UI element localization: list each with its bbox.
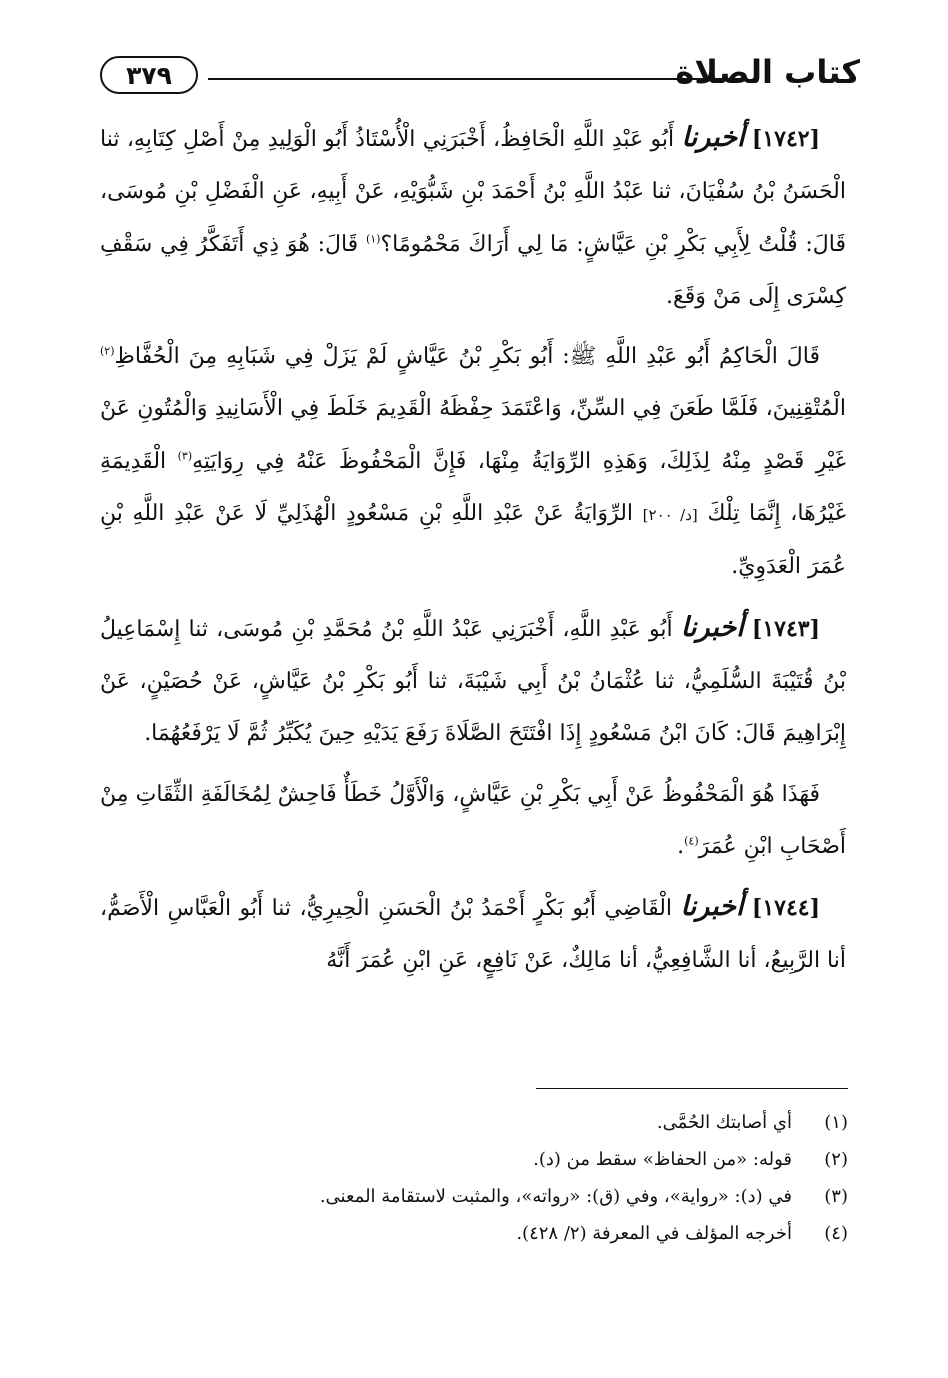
footnote-ref-1: (١) — [365, 232, 381, 246]
footnotes — [102, 1104, 848, 1252]
commentary-text: . — [677, 833, 685, 859]
hadith-text: الْقَاضِي أَبُو بَكْرٍ أَحْمَدُ بْنُ الْحَسَنِ الْحِيرِيُّ، ثنا أَبُو الْعَبَّاسِ الْأَصَمُّ، أنا الرَّبِيعُ، أنا الشَّافِعِيُّ، أنا مَالِكٌ، عَنْ نَافِعٍ، عَنِ ابْنِ عُمَرَ أَنَّهُ — [100, 896, 846, 974]
commentary-text: الْمُتْقِنِينَ، فَلَمَّا طَعَنَ فِي السِّنِّ، وَاعْتَمَدَ حِفْظَهُ الْقَدِيمَ خَلَطَ فِي الْأَسَانِيدِ وَالْمُتُونِ عَنْ غَيْرِ قَصْدٍ مِنْهُ لِذَلِكَ، وَهَذِهِ الرِّوَايَةُ مِنْهَا، فَإِنَّ الْمَحْفُوظَ عَنْهُ فِي رِوَايَتِهِ — [100, 396, 846, 474]
footnote-number: (٣) — [824, 1186, 848, 1207]
hadith-text: أَبُو عَبْدِ اللَّهِ الْحَافِظُ، أَخْبَرَنِي الْأُسْتَاذُ أَبُو الْوَلِيدِ مِنْ أَصْلِ كِتَابِهِ، ثنا الْحَسَنُ بْنُ سُفْيَانَ، ثنا عَبْدُ اللَّهِ بْنُ أَحْمَدَ بْنِ شَبُّوَيْهِ، عَنْ أَبِيهِ، عَنِ الْفَضْلِ بْنِ مُوسَى، قَالَ: قُلْتُ لِأَبِي بَكْرِ بْنِ عَيَّاشٍ: مَا لِي أَرَاكَ مَحْمُومًا؟ — [100, 127, 846, 257]
manuscript-ref: [د/ ٢٠٠] — [642, 506, 698, 525]
footnote-1 — [102, 1104, 848, 1141]
hadith-number: [١٧٤٤] — [751, 895, 821, 922]
footnote-ref-4: (٤) — [684, 834, 699, 848]
hadith-1743 — [100, 602, 846, 761]
akhbarana-label: أخبرنا — [681, 122, 745, 153]
footnote-ref-2: (٢) — [100, 344, 115, 358]
hadith-text: قَالَ: هُوَ ذِي أَتَفَكَّرُ فِي سَقْفِ كِسْرَى إِلَى مَنْ وَقَعَ. — [100, 231, 846, 309]
footnote-rule — [536, 1088, 848, 1089]
footnote-number: (١) — [824, 1112, 848, 1133]
footnote-text: قوله: «من الحفاظ» سقط من (د). — [533, 1149, 792, 1170]
hadith-1742 — [100, 112, 846, 323]
footnote-number: (٢) — [824, 1149, 848, 1170]
commentary-mahfuz — [100, 769, 846, 874]
commentary-text: فَهَذَا هُوَ الْمَحْفُوظُ عَنْ أَبِي بَكْرِ بْنِ عَيَّاشٍ، وَالْأَوَّلُ خَطَأٌ فَاحِشٌ لِمُخَالَفَةِ الثِّقَاتِ مِنْ أَصْحَابِ ابْنِ عُمَرَ — [100, 781, 846, 859]
commentary-text: قَالَ الْحَاكِمُ أَبُو عَبْدِ اللَّهِ ﷺ: أَبُو بَكْرِ بْنُ عَيَّاشٍ لَمْ يَزَلْ فِي شَبَابِهِ مِنَ الْحُفَّاظِ — [114, 344, 820, 370]
hadith-number: [١٧٤٢] — [751, 126, 821, 152]
footnote-ref-3: (٣) — [177, 449, 193, 463]
chapter-title: كتاب الصلاة — [675, 53, 860, 91]
hadith-text: أَبُو عَبْدِ اللَّهِ، أَخْبَرَنِي عَبْدُ اللَّهِ بْنُ مُحَمَّدِ بْنِ مُوسَى، ثنا إِسْمَاعِيلُ بْنُ قُتَيْبَةَ السُّلَمِيُّ، ثنا عُثْمَانُ بْنُ أَبِي شَيْبَةَ، ثنا أَبُو بَكْرِ بْنُ عَيَّاشٍ، عَنْ حُصَيْنٍ، عَنْ إِبْرَاهِيمَ قَالَ: كَانَ ابْنُ مَسْعُودٍ إِذَا افْتَتَحَ الصَّلَاةَ رَفَعَ يَدَيْهِ حِينَ يُكَبِّرُ ثُمَّ لَا يَرْفَعُهُمَا. — [100, 616, 846, 747]
akhbarana-label: أخبرنا — [680, 891, 744, 923]
page-number: ٣٧٩ — [100, 56, 198, 94]
commentary-text: الْقَدِيمَةِ غَيْرُهَا، إِنَّمَا تِلْكَ — [100, 448, 846, 527]
footnote-2 — [102, 1141, 848, 1178]
hadith-1744 — [100, 881, 846, 988]
footnote-text: أخرجه المؤلف في المعرفة (٢/ ٤٢٨). — [516, 1223, 792, 1244]
footnote-text: في (د): «رواية»، وفي (ق): «رواته»، والمثبت لاستقامة المعنى. — [319, 1186, 792, 1207]
main-text — [100, 112, 846, 996]
footnote-text: أي أصابتك الحُمَّى. — [656, 1112, 792, 1133]
footnote-4 — [102, 1215, 848, 1252]
commentary-text: الرِّوَايَةُ عَنْ عَبْدِ اللَّهِ بْنِ مَسْعُودٍ الْهُذَلِيِّ لَا عَنْ عَبْدِ اللَّهِ بْنِ عُمَرَ الْعَدَوِيِّ. — [100, 501, 846, 580]
footnote-3 — [102, 1178, 848, 1215]
commentary-hakim — [100, 331, 846, 593]
akhbarana-label: أخبرنا — [680, 611, 744, 643]
hadith-number: [١٧٤٣] — [751, 615, 820, 642]
footnote-number: (٤) — [824, 1223, 848, 1244]
header-rule — [208, 78, 742, 80]
page-header — [100, 48, 860, 108]
